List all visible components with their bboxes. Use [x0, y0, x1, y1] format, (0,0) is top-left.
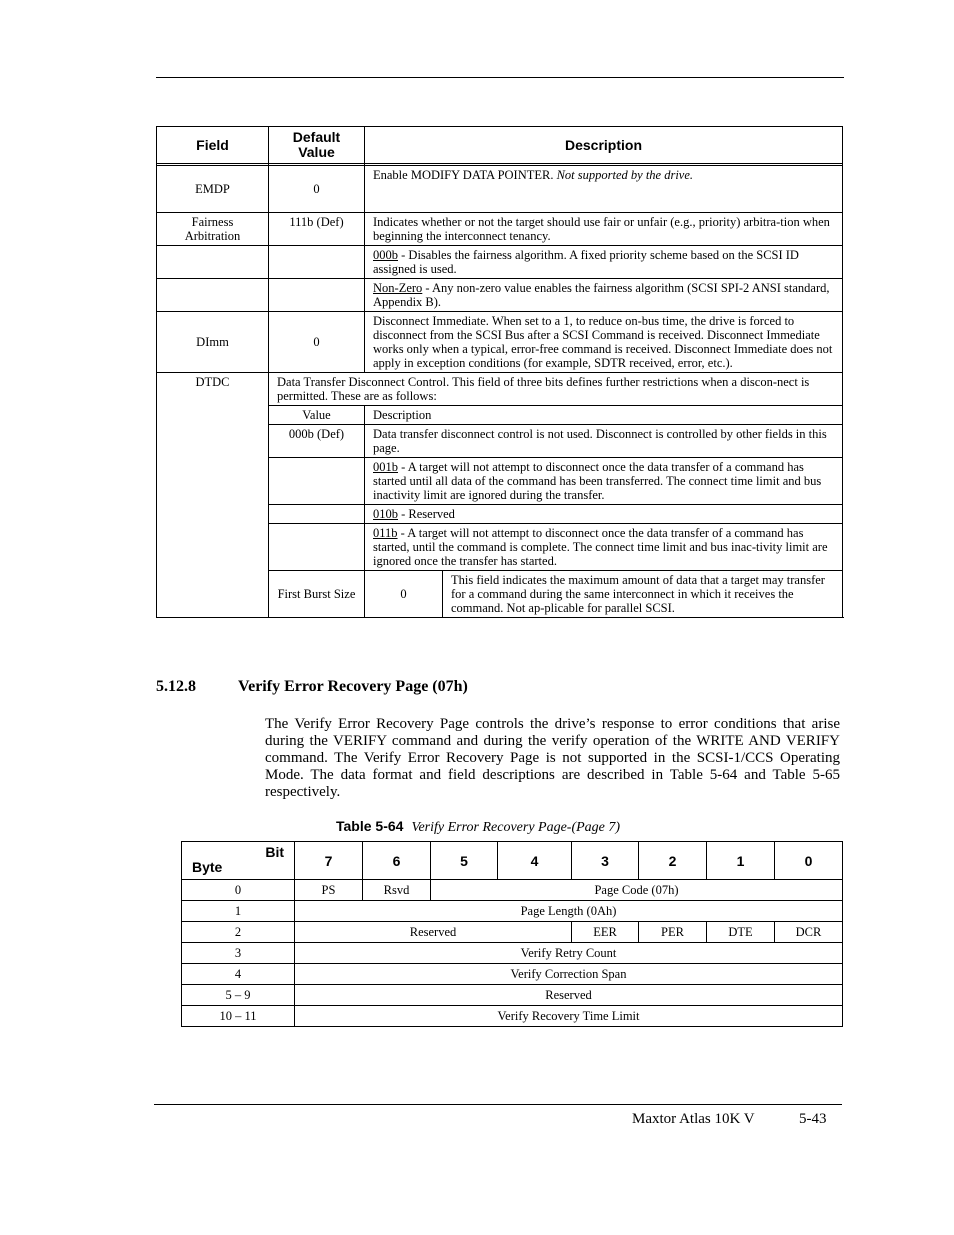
byte-3: 3 — [182, 943, 295, 964]
table-caption-label: Table 5-64 — [336, 818, 404, 834]
cell-reserved-bits: Reserved — [295, 922, 572, 943]
bit-1: 1 — [707, 842, 775, 880]
desc-fairness-nonzero — [365, 279, 843, 312]
top-rule — [156, 77, 844, 78]
table-row-emdp — [157, 166, 843, 213]
cell-verify-retry-count: Verify Retry Count — [295, 943, 843, 964]
code-011b: 011b — [373, 526, 398, 540]
dtdc-desc-011b — [365, 524, 843, 571]
header-description: Description — [365, 127, 843, 164]
desc-dtdc-intro: Data Transfer Disconnect Control. This field of three bits defines further restrictions when a discon-nect is permitted. These are as follows: — [269, 373, 843, 406]
field-dtdc: DTDC — [157, 373, 269, 618]
bit-header-row — [182, 842, 843, 880]
header-field: Field — [157, 127, 269, 164]
footer-page-number: 5-43 — [799, 1111, 827, 1127]
bit-7: 7 — [295, 842, 363, 880]
byte-bit-corner — [182, 842, 295, 880]
bit-2: 2 — [639, 842, 707, 880]
table-row-dtdc — [157, 373, 843, 406]
byte-row-1 — [182, 901, 843, 922]
dtdc-value-000b: 000b (Def) — [269, 425, 365, 458]
table-row-fairness — [157, 213, 843, 246]
footer-rule — [154, 1104, 842, 1105]
cell-dcr: DCR — [775, 922, 843, 943]
code-010b: 010b — [373, 507, 398, 521]
desc-fairness: Indicates whether or not the target should use fair or unfair (e.g., priority) arbitra-tion when beginning the interconnect tenancy. — [365, 213, 843, 246]
byte-row-2 — [182, 922, 843, 943]
cell-per: PER — [639, 922, 707, 943]
default-emdp: 0 — [269, 166, 365, 213]
dtdc-subheader-value: Value — [269, 406, 365, 425]
code-nonzero: Non-Zero — [373, 281, 423, 295]
byte-row-0 — [182, 880, 843, 901]
byte-label: Byte — [192, 859, 223, 875]
dtdc-subheader-description: Description — [365, 406, 843, 425]
section-heading — [156, 678, 468, 696]
section-paragraph: The Verify Error Recovery Page controls the drive’s response to error conditions that arise during the VERIFY command and during the verify operation of the WRITE AND VERIFY command. The Verify Error Recovery Page is not supported in the SCSI-1/CCS Operating Mode. The data format and field descriptions are described in Table 5-64 and Table 5-65 respectively. — [265, 716, 840, 800]
header-default-value: Default Value — [269, 127, 365, 164]
desc-001b-text: - A target will not attempt to disconnect once the data transfer of a command has started until all data of the command has been transferred. The connect time limit and bus inactivity limit are ignored during the transfer. — [373, 460, 822, 502]
cell-rsvd: Rsvd — [363, 880, 431, 901]
byte-5-9: 5 – 9 — [182, 985, 295, 1006]
desc-emdp — [365, 166, 843, 213]
bit-6: 6 — [363, 842, 431, 880]
desc-011b-text: - A target will not attempt to disconnect once the data transfer of a command has started, until the command is complete. The connect time limit and bus inac-tivity limit are ignored once the transfer has started. — [373, 526, 828, 568]
field-fairness: Fairness Arbitration — [157, 213, 269, 246]
byte-1: 1 — [182, 901, 295, 922]
default-dimm: 0 — [269, 312, 365, 373]
default-first-burst: 0 — [365, 571, 443, 618]
section-title: Verify Error Recovery Page (07h) — [238, 678, 468, 695]
desc-dimm: Disconnect Immediate. When set to a 1, to reduce on-bus time, the drive is forced to disconnect from the SCSI Bus after a SCSI Command is received. Disconnect Immediate works only when a typical, error-free command is received. Disconnect Immediate does not apply in exception conditions (for example, SDTR received, error, etc.). — [365, 312, 843, 373]
dtdc-desc-001b — [365, 458, 843, 505]
bit-5: 5 — [431, 842, 498, 880]
field-first-burst: First Burst Size — [269, 571, 365, 618]
table-row-fairness-nonzero — [157, 279, 843, 312]
bit-label: Bit — [265, 844, 284, 860]
cell-page-code: Page Code (07h) — [431, 880, 843, 901]
cell-eer: EER — [572, 922, 639, 943]
table-row-fairness-000b — [157, 246, 843, 279]
table-header-row — [157, 127, 843, 164]
dtdc-desc-000b: Data transfer disconnect control is not used. Disconnect is controlled by other fields in this page. — [365, 425, 843, 458]
cell-verify-correction-span: Verify Correction Span — [295, 964, 843, 985]
desc-nonzero-text: - Any non-zero value enables the fairness algorithm (SCSI SPI-2 ANSI standard, Appendix B). — [373, 281, 830, 309]
bit-0: 0 — [775, 842, 843, 880]
desc-010b-text: - Reserved — [398, 507, 455, 521]
mode-page-field-table — [156, 126, 843, 618]
cell-ps: PS — [295, 880, 363, 901]
verify-error-recovery-page-table — [181, 841, 843, 1027]
desc-emdp-note: Not supported by the drive. — [556, 168, 694, 182]
byte-row-3 — [182, 943, 843, 964]
cell-verify-recovery-time-limit: Verify Recovery Time Limit — [295, 1006, 843, 1027]
table-caption-title: Verify Error Recovery Page-(Page 7) — [411, 820, 621, 835]
field-emdp: EMDP — [157, 166, 269, 213]
dtdc-desc-010b — [365, 505, 843, 524]
byte-4: 4 — [182, 964, 295, 985]
bit-3: 3 — [572, 842, 639, 880]
section-number: 5.12.8 — [156, 678, 196, 695]
byte-row-4 — [182, 964, 843, 985]
code-000b: 000b — [373, 248, 398, 262]
desc-000b-text: - Disables the fairness algorithm. A fixed priority scheme based on the SCSI ID assigned is used. — [373, 248, 799, 276]
cell-page-length: Page Length (0Ah) — [295, 901, 843, 922]
code-001b: 001b — [373, 460, 398, 474]
desc-fairness-000b — [365, 246, 843, 279]
cell-reserved-bytes: Reserved — [295, 985, 843, 1006]
default-fairness: 111b (Def) — [269, 213, 365, 246]
table-row-dimm — [157, 312, 843, 373]
table-caption — [336, 818, 620, 836]
field-dimm: DImm — [157, 312, 269, 373]
byte-2: 2 — [182, 922, 295, 943]
footer-product: Maxtor Atlas 10K V — [632, 1111, 755, 1127]
desc-first-burst: This field indicates the maximum amount of data that a target may transfer for a command during the same interconnect in which it receives the command. Not ap-plicable for parallel SCSI. — [443, 571, 843, 618]
byte-0: 0 — [182, 880, 295, 901]
bit-4: 4 — [498, 842, 572, 880]
byte-row-5-9 — [182, 985, 843, 1006]
byte-row-10-11 — [182, 1006, 843, 1027]
byte-10-11: 10 – 11 — [182, 1006, 295, 1027]
cell-dte: DTE — [707, 922, 775, 943]
desc-emdp-text: Enable MODIFY DATA POINTER. — [373, 168, 557, 182]
